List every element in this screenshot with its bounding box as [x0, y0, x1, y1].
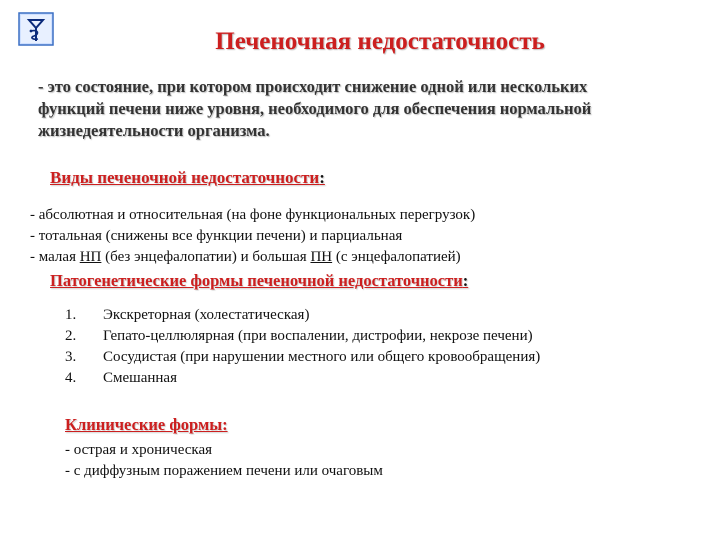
- pathogenetic-list: [65, 305, 540, 389]
- list-item-part: - малая: [30, 249, 80, 265]
- item-text: Гепато-целлюлярная (при воспалении, дистрофии, некрозе печени): [103, 328, 533, 344]
- types-heading: [50, 168, 325, 188]
- list-item: [65, 347, 540, 368]
- item-number: 3.: [65, 349, 77, 365]
- list-item: - тотальная (снижены все функции печени) и парциальная: [30, 228, 403, 244]
- item-text: Смешанная: [103, 370, 177, 386]
- pathogenetic-heading: [50, 271, 468, 291]
- pathogenetic-heading-text: Патогенетические формы печеночной недостаточности: [50, 271, 463, 290]
- item-number: 1.: [65, 307, 77, 323]
- list-item: [30, 247, 475, 268]
- page-title: Печеночная недостаточность: [215, 28, 545, 55]
- clinical-list: [65, 440, 383, 482]
- pathogenetic-heading-colon: :: [462, 271, 469, 290]
- item-text: Сосудистая (при нарушении местного или общего кровообращения): [103, 349, 541, 365]
- clinical-heading: Клинические формы:: [65, 415, 228, 434]
- list-item: - с диффузным поражением печени или очаговым: [65, 463, 383, 479]
- types-heading-colon: :: [319, 168, 325, 187]
- list-item: [65, 305, 540, 326]
- list-item: - абсолютная и относительная (на фоне функциональных перегрузок): [30, 207, 476, 223]
- definition-text: - это состояние, при котором происходит снижение одной или нескольких функций печени ниже уровня, необходимого для обеспечения нормальной жизнедеятельности организма.: [38, 77, 592, 140]
- item-number: 4.: [65, 370, 77, 386]
- item-number: 2.: [65, 328, 77, 344]
- types-list: [30, 205, 475, 268]
- list-item-part: (без энцефалопатии) и большая: [101, 249, 311, 265]
- types-heading-text: Виды печеночной недостаточности: [50, 168, 320, 187]
- abbreviation-np: НП: [79, 249, 102, 265]
- item-text: Экскреторная (холестатическая): [103, 307, 310, 323]
- abbreviation-pn: ПН: [310, 249, 333, 265]
- list-item-part: (с энцефалопатией): [332, 249, 461, 265]
- list-item: - острая и хроническая: [65, 442, 213, 458]
- list-item: [65, 326, 540, 347]
- list-item: [65, 368, 540, 389]
